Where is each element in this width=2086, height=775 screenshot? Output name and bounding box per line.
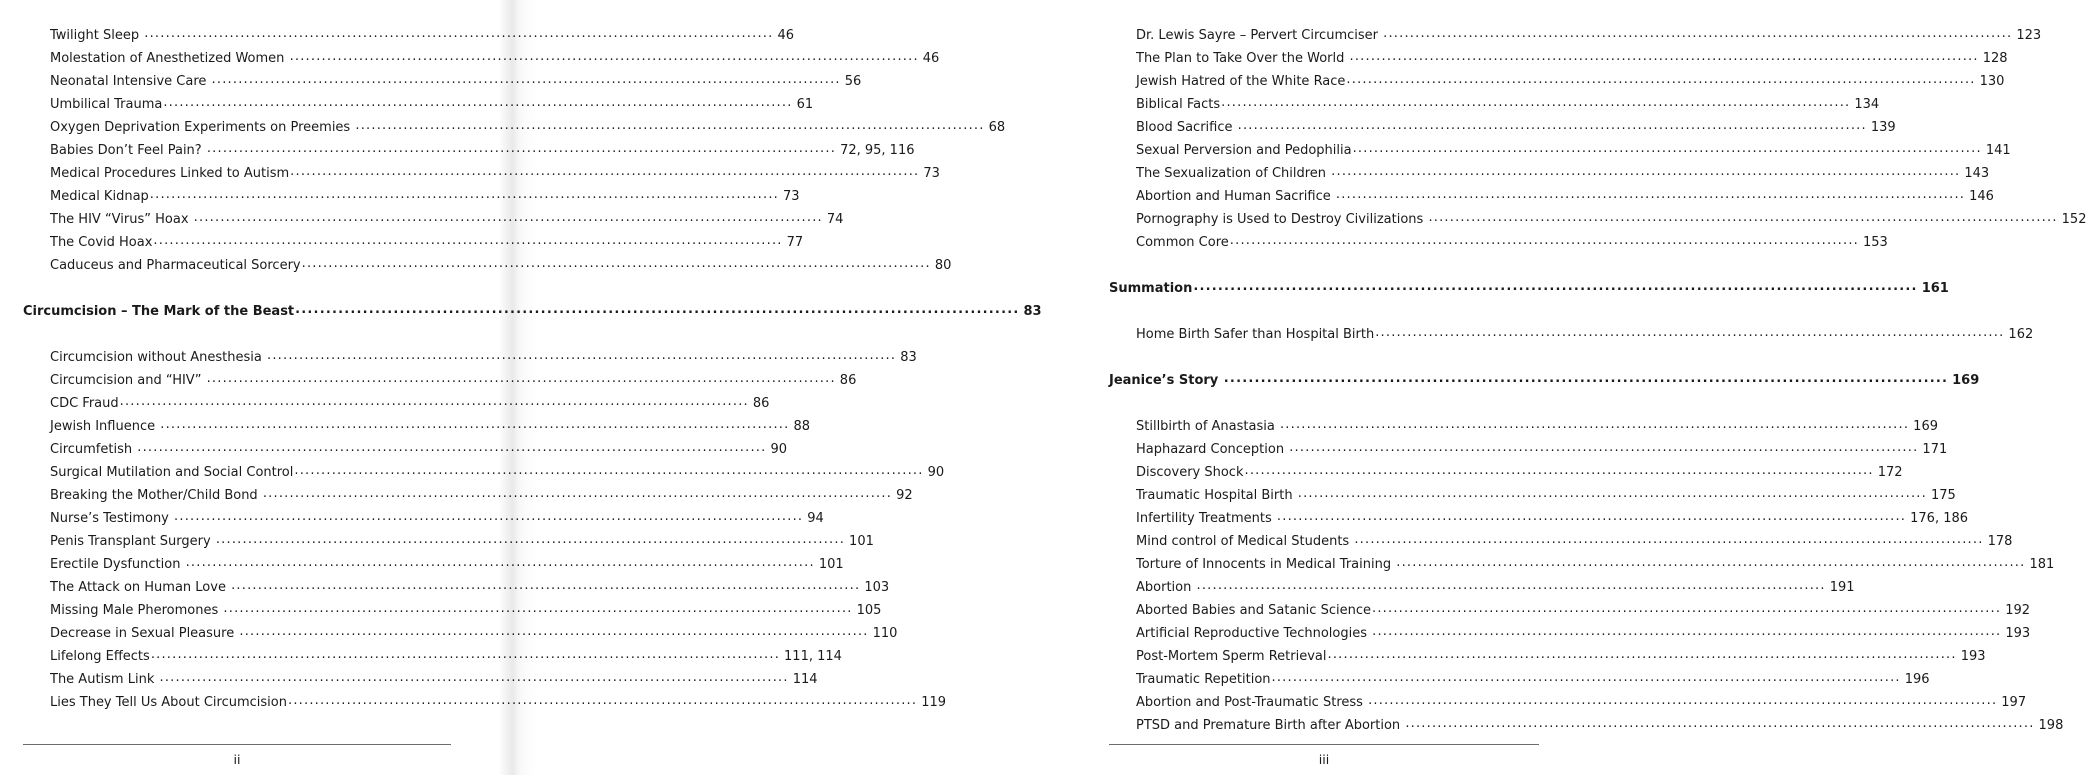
- toc-entry[interactable]: [1109, 714, 2064, 737]
- toc-entry-title: Common Core: [1136, 235, 1229, 250]
- toc-entry[interactable]: [23, 70, 862, 93]
- toc-entry[interactable]: [1109, 415, 1938, 438]
- toc-chapter-heading[interactable]: [1109, 277, 1949, 300]
- dot-leader: [1221, 91, 1850, 114]
- dot-leader: [1375, 321, 2004, 344]
- toc-entry[interactable]: [23, 254, 952, 277]
- toc-entry[interactable]: [23, 507, 824, 530]
- toc-entry-page-number: 90: [927, 465, 945, 480]
- footer-rule: [23, 744, 451, 745]
- dot-leader: [1372, 597, 2001, 620]
- toc-entry[interactable]: [23, 461, 945, 484]
- toc-list-right: [1109, 24, 2086, 737]
- page-number-folio: ii: [233, 752, 241, 767]
- toc-entry-title: Abortion: [1136, 580, 1192, 595]
- toc-entry-title: CDC Fraud: [50, 396, 119, 411]
- toc-entry[interactable]: [23, 392, 770, 415]
- toc-entry-title: Dr. Lewis Sayre – Pervert Circumciser: [1136, 28, 1378, 43]
- toc-entry-title: Post-Mortem Sperm Retrieval: [1136, 649, 1327, 664]
- toc-entry[interactable]: [23, 553, 844, 576]
- toc-entry-page-number: 198: [2038, 718, 2064, 733]
- page-left: [0, 0, 1042, 775]
- toc-entry-page-number: 162: [2008, 327, 2034, 342]
- toc-entry[interactable]: [23, 162, 940, 185]
- toc-chapter-heading[interactable]: [23, 300, 1042, 323]
- toc-entry-page-number: 152: [2061, 212, 2086, 227]
- toc-entry[interactable]: [1109, 507, 1969, 530]
- toc-entry-page-number: 130: [1979, 74, 2005, 89]
- toc-entry[interactable]: [23, 346, 917, 369]
- toc-entry-page-number: 46: [777, 28, 794, 43]
- toc-entry-title: Caduceus and Pharmaceutical Sorcery: [50, 258, 301, 273]
- toc-entry[interactable]: [1109, 24, 2042, 47]
- toc-entry[interactable]: [23, 93, 814, 116]
- toc-entry[interactable]: [1109, 438, 1948, 461]
- toc-entry-title: The Sexualization of Children: [1136, 166, 1327, 181]
- toc-entry-page-number: 111, 114: [784, 649, 842, 664]
- toc-entry-page-number: 86: [839, 373, 857, 388]
- dot-leader: [1331, 160, 1960, 183]
- toc-entry-title: Summation: [1109, 281, 1193, 296]
- toc-entry-page-number: 83: [900, 350, 917, 365]
- toc-entry[interactable]: [23, 691, 947, 714]
- toc-entry-title: Jewish Hatred of the White Race: [1136, 74, 1346, 89]
- toc-entry[interactable]: [23, 47, 940, 70]
- dot-leader: [1238, 114, 1867, 137]
- toc-entry-page-number: 73: [923, 166, 940, 181]
- dot-leader: [1383, 22, 2012, 45]
- toc-entry-page-number: 88: [793, 419, 811, 434]
- toc-entry[interactable]: [1109, 116, 1896, 139]
- toc-entry[interactable]: [23, 415, 811, 438]
- dot-leader: [1327, 643, 1956, 666]
- toc-entry[interactable]: [1109, 622, 2031, 645]
- toc-entry-page-number: 134: [1854, 97, 1880, 112]
- toc-entry-title: Haphazard Conception: [1136, 442, 1285, 457]
- toc-entry-page-number: 110: [872, 626, 898, 641]
- toc-entry-title: Mind control of Medical Students: [1136, 534, 1350, 549]
- toc-entry[interactable]: [1109, 323, 2034, 346]
- toc-entry-title: Stillbirth of Anastasia: [1136, 419, 1275, 434]
- toc-entry-title: Discovery Shock: [1136, 465, 1244, 480]
- toc-entry-title: The HIV “Virus” Hoax: [50, 212, 189, 227]
- toc-entry-title: Surgical Mutilation and Social Control: [50, 465, 294, 480]
- dot-leader: [1193, 275, 1917, 298]
- toc-entry-page-number: 94: [807, 511, 824, 526]
- toc-entry-page-number: 105: [856, 603, 882, 618]
- toc-entry-title: Jeanice’s Story: [1109, 373, 1219, 388]
- toc-entry[interactable]: [1109, 231, 1888, 254]
- dot-leader: [1368, 689, 1997, 712]
- toc-entry[interactable]: [23, 185, 800, 208]
- toc-entry-page-number: 191: [1829, 580, 1855, 595]
- toc-entry-title: Circumcision without Anesthesia: [50, 350, 262, 365]
- toc-entry-page-number: 175: [1930, 488, 1956, 503]
- toc-entry-page-number: 128: [1982, 51, 2008, 66]
- toc-entry[interactable]: [23, 369, 857, 392]
- toc-entry-title: Decrease in Sexual Pleasure: [50, 626, 235, 641]
- toc-entry-page-number: 169: [1952, 373, 1980, 388]
- toc-entry-title: Aborted Babies and Satanic Science: [1136, 603, 1371, 618]
- toc-entry-title: Blood Sacrifice: [1136, 120, 1233, 135]
- toc-entry[interactable]: [23, 530, 874, 553]
- toc-entry-page-number: 141: [1985, 143, 2011, 158]
- dot-leader: [1353, 137, 1982, 160]
- toc-entry-page-number: 178: [1987, 534, 2013, 549]
- page-right: [498, 0, 2086, 775]
- toc-entry-page-number: 192: [2005, 603, 2031, 618]
- toc-entry-page-number: 161: [1921, 281, 1949, 296]
- toc-entry[interactable]: [1109, 461, 1903, 484]
- toc-entry-title: PTSD and Premature Birth after Abortion: [1136, 718, 1401, 733]
- toc-entry[interactable]: [1109, 599, 2031, 622]
- toc-entry-page-number: 46: [922, 51, 940, 66]
- toc-entry-title: Pornography is Used to Destroy Civilizations: [1136, 212, 1424, 227]
- toc-entry-page-number: 169: [1913, 419, 1938, 434]
- toc-entry[interactable]: [23, 208, 844, 231]
- toc-entry-page-number: 101: [818, 557, 844, 572]
- toc-entry[interactable]: [23, 139, 915, 162]
- dot-leader: [1224, 367, 1948, 390]
- toc-entry-title: Home Birth Safer than Hospital Birth: [1136, 327, 1375, 342]
- toc-entry[interactable]: [23, 438, 788, 461]
- toc-entry-title: Erectile Dysfunction: [50, 557, 181, 572]
- toc-entry-title: Infertility Treatments: [1136, 511, 1272, 526]
- toc-entry-title: Medical Kidnap: [50, 189, 149, 204]
- dot-leader: [1244, 459, 1873, 482]
- toc-entry[interactable]: [23, 24, 794, 47]
- dot-leader: [1346, 68, 1975, 91]
- dot-leader: [1428, 206, 2057, 229]
- toc-entry-title: The Autism Link: [50, 672, 155, 687]
- toc-entry-page-number: 77: [786, 235, 804, 250]
- toc-entry-title: Circumcision and “HIV”: [50, 373, 202, 388]
- toc-list-left: [23, 24, 1042, 714]
- toc-entry-page-number: 72, 95, 116: [840, 143, 915, 158]
- toc-entry[interactable]: [23, 116, 1006, 139]
- toc-entry-page-number: 193: [1960, 649, 1986, 664]
- toc-entry-title: Oxygen Deprivation Experiments on Preemies: [50, 120, 351, 135]
- toc-entry-title: Traumatic Hospital Birth: [1136, 488, 1293, 503]
- dot-leader: [1350, 45, 1979, 68]
- toc-entry[interactable]: [1109, 645, 1986, 668]
- dot-leader: [1405, 712, 2034, 735]
- toc-entry-page-number: 123: [2016, 28, 2042, 43]
- toc-entry-title: Circumcision – The Mark of the Beast: [23, 304, 295, 319]
- toc-entry-title: Molestation of Anesthetized Women: [50, 51, 285, 66]
- toc-chapter-heading[interactable]: [1109, 369, 1980, 392]
- toc-entry-title: Jewish Influence: [50, 419, 156, 434]
- dot-leader: [1197, 574, 1826, 597]
- toc-entry[interactable]: [1109, 668, 1930, 691]
- toc-entry-title: Biblical Facts: [1136, 97, 1221, 112]
- dot-leader: [1354, 528, 1983, 551]
- toc-entry-page-number: 176, 186: [1910, 511, 1969, 526]
- toc-entry-title: Missing Male Pheromones: [50, 603, 219, 618]
- toc-entry[interactable]: [1109, 70, 2005, 93]
- toc-entry-page-number: 101: [849, 534, 874, 549]
- toc-entry-page-number: 143: [1964, 166, 1990, 181]
- toc-entry-title: Abortion and Post-Traumatic Stress: [1136, 695, 1363, 710]
- toc-entry[interactable]: [1109, 185, 1994, 208]
- toc-entry-page-number: 80: [934, 258, 952, 273]
- toc-entry-title: Babies Don’t Feel Pain?: [50, 143, 202, 158]
- toc-entry-page-number: 153: [1863, 235, 1888, 250]
- toc-entry-page-number: 61: [796, 97, 814, 112]
- toc-entry-page-number: 181: [2029, 557, 2055, 572]
- page-footer-right: [1109, 744, 1539, 767]
- toc-entry[interactable]: [1109, 93, 1880, 116]
- toc-entry[interactable]: [23, 668, 818, 691]
- toc-entry-page-number: 197: [2001, 695, 2027, 710]
- toc-entry[interactable]: [1109, 484, 1956, 507]
- toc-entry-page-number: 68: [988, 120, 1006, 135]
- toc-entry-page-number: 103: [864, 580, 890, 595]
- toc-entry[interactable]: [1109, 208, 2086, 231]
- page-number-folio: iii: [1318, 752, 1330, 767]
- page-footer-left: [23, 744, 451, 767]
- toc-entry-title: The Plan to Take Over the World: [1136, 51, 1345, 66]
- dot-leader: [1230, 229, 1859, 252]
- toc-entry-title: Twilight Sleep: [50, 28, 140, 43]
- toc-entry-page-number: 196: [1904, 672, 1930, 687]
- dot-leader: [1272, 666, 1901, 689]
- dot-leader: [1336, 183, 1965, 206]
- toc-entry-title: Abortion and Human Sacrifice: [1136, 189, 1331, 204]
- toc-entry-title: Neonatal Intensive Care: [50, 74, 207, 89]
- toc-entry-page-number: 86: [752, 396, 770, 411]
- dot-leader: [1289, 436, 1918, 459]
- toc-entry[interactable]: [1109, 139, 2011, 162]
- toc-entry-page-number: 119: [921, 695, 947, 710]
- toc-entry-title: Breaking the Mother/Child Bond: [50, 488, 258, 503]
- toc-entry-page-number: 73: [783, 189, 800, 204]
- toc-entry-page-number: 172: [1877, 465, 1903, 480]
- toc-entry-page-number: 56: [844, 74, 862, 89]
- toc-entry-title: Lies They Tell Us About Circumcision: [50, 695, 287, 710]
- toc-entry-page-number: 74: [826, 212, 844, 227]
- toc-entry-title: Torture of Innocents in Medical Training: [1136, 557, 1392, 572]
- dot-leader: [1396, 551, 2025, 574]
- toc-entry-title: Medical Procedures Linked to Autism: [50, 166, 290, 181]
- dot-leader: [1280, 413, 1909, 436]
- toc-entry[interactable]: [23, 645, 842, 668]
- toc-entry-title: Nurse’s Testimony: [50, 511, 169, 526]
- toc-entry-title: The Covid Hoax: [50, 235, 153, 250]
- toc-entry-page-number: 146: [1969, 189, 1994, 204]
- toc-entry[interactable]: [1109, 576, 1855, 599]
- toc-entry[interactable]: [23, 622, 898, 645]
- toc-entry[interactable]: [23, 576, 890, 599]
- dot-leader: [1277, 505, 1906, 528]
- toc-entry-page-number: 171: [1922, 442, 1948, 457]
- toc-entry-page-number: 90: [770, 442, 788, 457]
- toc-entry-title: The Attack on Human Love: [50, 580, 226, 595]
- toc-entry[interactable]: [1109, 162, 1990, 185]
- footer-rule: [1109, 744, 1539, 745]
- toc-entry[interactable]: [1109, 553, 2055, 576]
- dot-leader: [1298, 482, 1927, 505]
- toc-entry-title: Umbilical Trauma: [50, 97, 163, 112]
- toc-entry-title: Circumfetish: [50, 442, 133, 457]
- toc-entry[interactable]: [1109, 691, 2027, 714]
- dot-leader: [1372, 620, 2001, 643]
- toc-entry-title: Lifelong Effects: [50, 649, 150, 664]
- toc-entry-title: Penis Transplant Surgery: [50, 534, 211, 549]
- toc-entry-page-number: 139: [1870, 120, 1896, 135]
- toc-entry[interactable]: [23, 599, 882, 622]
- toc-entry-page-number: 193: [2005, 626, 2031, 641]
- toc-entry-title: Artificial Reproductive Technologies: [1136, 626, 1367, 641]
- toc-entry-page-number: 92: [896, 488, 913, 503]
- toc-entry-page-number: 83: [1023, 304, 1042, 319]
- toc-entry[interactable]: [23, 484, 913, 507]
- toc-entry[interactable]: [1109, 530, 2013, 553]
- toc-entry-page-number: 114: [792, 672, 818, 687]
- toc-entry-title: Sexual Perversion and Pedophilia: [1136, 143, 1352, 158]
- toc-entry[interactable]: [23, 231, 804, 254]
- toc-entry[interactable]: [1109, 47, 2008, 70]
- toc-entry-title: Traumatic Repetition: [1136, 672, 1271, 687]
